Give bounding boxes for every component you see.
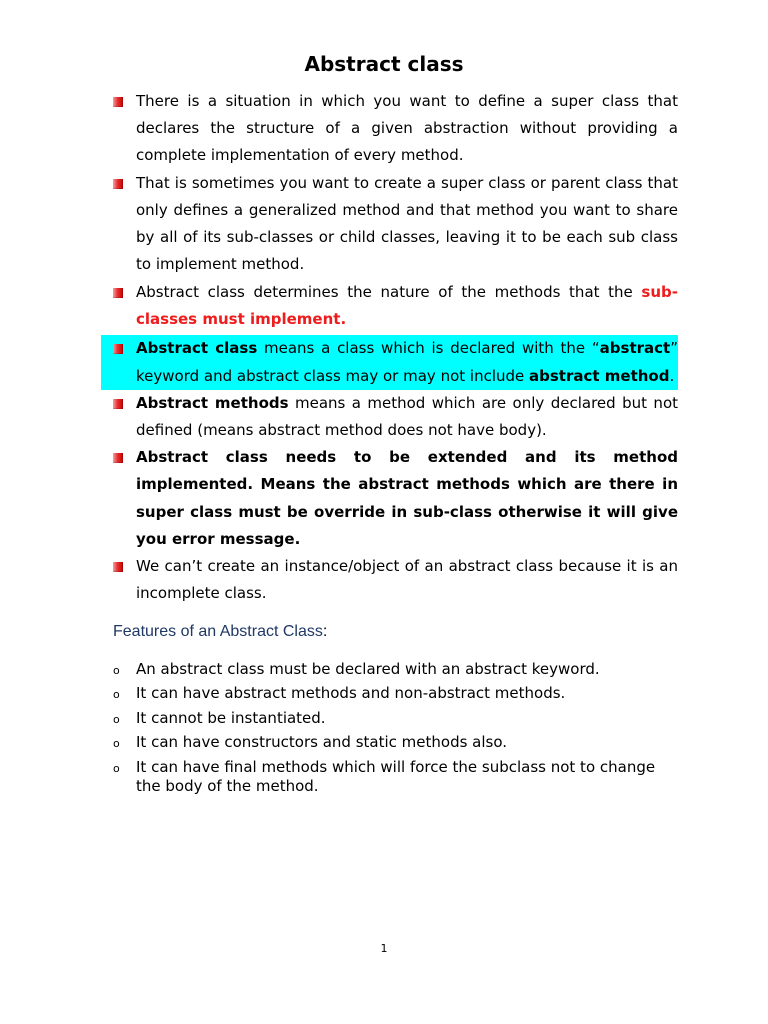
section-heading bbox=[113, 621, 327, 643]
list-item-highlighted bbox=[101, 335, 678, 389]
list-item bbox=[113, 390, 678, 444]
section-heading-colon: : bbox=[322, 623, 328, 640]
bullet-text: Abstract class determines the nature of the methods that the bbox=[136, 282, 642, 301]
feature-list bbox=[113, 660, 673, 802]
circle-bullet-icon: o bbox=[113, 761, 120, 775]
list-item bbox=[113, 553, 678, 607]
bullet-text: There is a situation in which you want to define a super class that declares the structure of a given abstraction without providing a complete implementation of every method. bbox=[136, 92, 678, 165]
bullet-text: means a class which is declared with the “ bbox=[257, 339, 600, 358]
feature-item bbox=[113, 660, 673, 680]
bullet-text-bold: Abstract methods bbox=[136, 393, 289, 412]
red-square-bullet-icon bbox=[113, 97, 123, 107]
bullet-text: That is sometimes you want to create a super class or parent class that only defines a generalized method and that method you want to share by all of its sub-classes or child classes, leaving it to be each sub class to implement method. bbox=[136, 173, 678, 274]
list-item bbox=[113, 170, 678, 279]
circle-bullet-icon: o bbox=[113, 712, 120, 726]
circle-bullet-icon: o bbox=[113, 688, 120, 702]
feature-item bbox=[113, 684, 673, 704]
bullet-list bbox=[113, 88, 678, 607]
bullet-text-bold: Abstract class bbox=[136, 339, 258, 358]
feature-text: It can have final methods which will force the subclass not to change the body of the method. bbox=[136, 757, 656, 796]
red-square-bullet-icon bbox=[113, 179, 123, 189]
red-square-bullet-icon bbox=[113, 288, 123, 298]
bullet-text: ” keyword and abstract class may or may not include bbox=[136, 339, 678, 385]
bullet-text-bold: abstract bbox=[599, 339, 671, 358]
section-heading-text: Features of an Abstract Class bbox=[113, 623, 323, 640]
bullet-text-bold: abstract method bbox=[529, 366, 670, 385]
feature-item bbox=[113, 733, 673, 753]
feature-item bbox=[113, 758, 673, 798]
feature-text: An abstract class must be declared with an abstract keyword. bbox=[136, 660, 600, 678]
red-square-bullet-icon bbox=[113, 344, 123, 354]
bullet-text: . bbox=[669, 366, 675, 385]
red-square-bullet-icon bbox=[113, 453, 123, 463]
circle-bullet-icon: o bbox=[113, 664, 120, 677]
feature-text: It cannot be instantiated. bbox=[136, 708, 326, 727]
bullet-text: We can’t create an instance/object of an abstract class because it is an incomplete class. bbox=[136, 556, 678, 603]
list-item bbox=[113, 88, 678, 170]
page-number: 1 bbox=[380, 942, 388, 955]
feature-text: It can have abstract methods and non-abstract methods. bbox=[136, 684, 566, 703]
circle-bullet-icon: o bbox=[113, 737, 120, 751]
red-square-bullet-icon bbox=[113, 399, 123, 409]
list-item bbox=[113, 444, 678, 553]
page-title: Abstract class bbox=[304, 52, 464, 76]
list-item bbox=[113, 279, 678, 333]
bullet-text-bold: Abstract class needs to be extended and its method implemented. Means the abstract methods which are there in super class must be override in sub-class otherwise it will give you error message. bbox=[136, 448, 678, 548]
red-square-bullet-icon bbox=[113, 562, 123, 572]
feature-item bbox=[113, 709, 673, 729]
bullet-text: means a method which are only declared but not defined (means abstract method does not have body). bbox=[136, 393, 678, 439]
bullet-text-emphasis: sub-classes must implement. bbox=[136, 282, 678, 329]
feature-text: It can have constructors and static methods also. bbox=[136, 733, 508, 752]
